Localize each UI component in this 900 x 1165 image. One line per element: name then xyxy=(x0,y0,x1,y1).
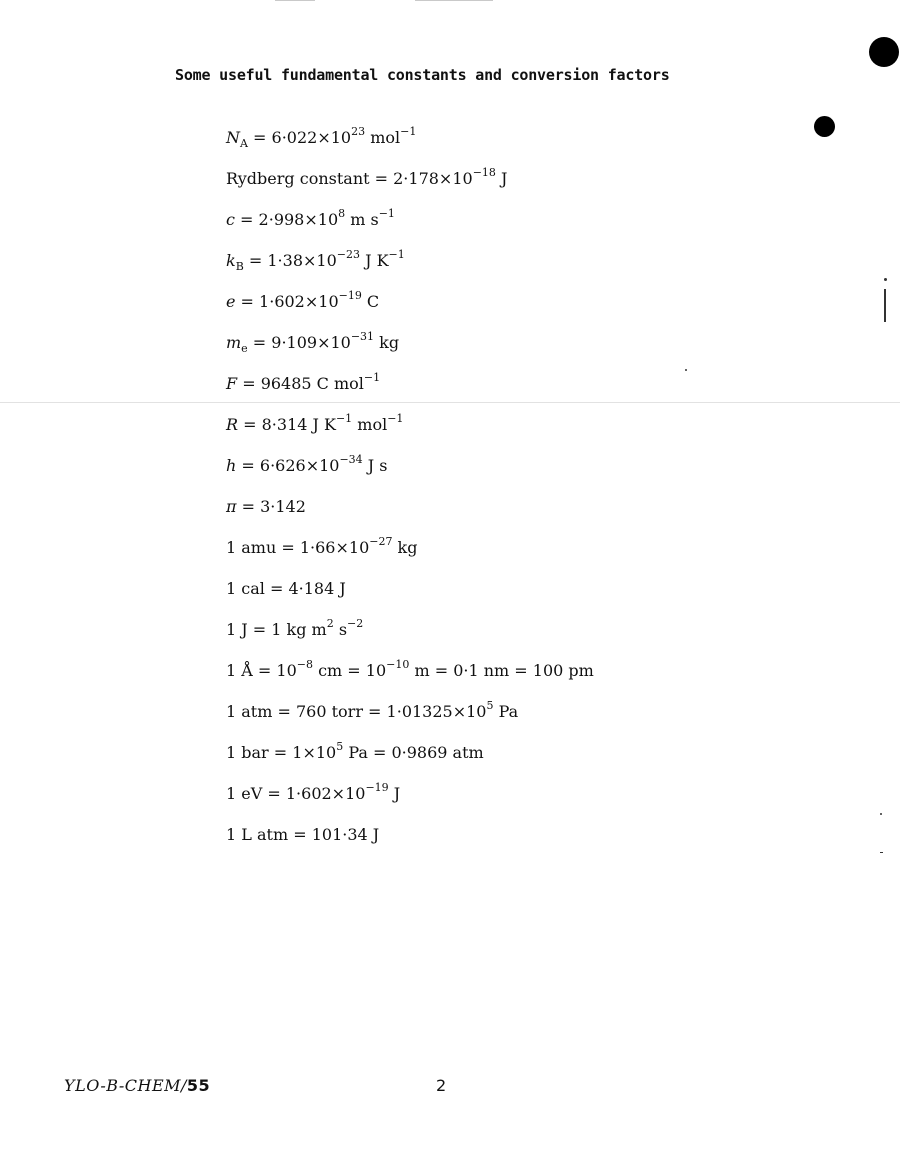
constant-unit-exponent: −2 xyxy=(347,617,364,630)
scan-speck xyxy=(884,278,887,281)
scan-edge-mark xyxy=(275,0,315,1)
constant-unit: Pa xyxy=(493,702,519,721)
constant-unit: J xyxy=(495,169,508,188)
constant-exponent: 5 xyxy=(336,740,344,753)
constant-value: = 1·38×10 xyxy=(243,251,337,270)
constant-value: = 9·109×10 xyxy=(247,333,351,352)
paper-code-text: YLO-B-CHEM/ xyxy=(64,1076,187,1095)
scan-speck xyxy=(880,813,882,815)
constants-list xyxy=(226,124,706,862)
scan-edge-mark xyxy=(415,0,493,1)
constant-value: = 10 xyxy=(252,661,297,680)
constant-exponent: −34 xyxy=(339,453,363,466)
constant-value: = 6·626×10 xyxy=(236,456,340,475)
constant-exponent: −18 xyxy=(472,166,496,179)
constant-line xyxy=(226,616,706,657)
constant-unit: kg xyxy=(392,538,418,557)
constant-value: = 3·142 xyxy=(236,497,306,516)
constant-unit: J K xyxy=(359,251,389,270)
constant-line xyxy=(226,206,706,247)
constant-exponent: 8 xyxy=(338,207,346,220)
constant-line xyxy=(226,821,706,862)
constant-value: = 6·022×10 xyxy=(247,128,352,147)
constant-line xyxy=(226,739,706,780)
paper-code-number: 55 xyxy=(186,1076,211,1095)
constant-symbol: π xyxy=(226,497,237,516)
constant-value: = 760 torr = 1·01325×10 xyxy=(272,702,487,721)
constant-line xyxy=(226,411,706,452)
constant-value: = 2·178×10 xyxy=(369,169,473,188)
constant-label: 1 atm xyxy=(226,702,273,721)
constant-exponent: 23 xyxy=(351,125,366,138)
constant-line xyxy=(226,370,706,411)
constant-exponent: −27 xyxy=(369,535,393,548)
constant-unit: Pa = 0·9869 atm xyxy=(343,743,484,762)
constant-value: = 1·602×10 xyxy=(235,292,339,311)
constant-label: 1 eV xyxy=(226,784,263,803)
constant-symbol: F xyxy=(226,374,238,393)
constant-line xyxy=(226,698,706,739)
constant-value: = 101·34 J xyxy=(288,825,380,844)
constant-exponent: −1 xyxy=(335,412,353,425)
constant-value: = 2·998×10 xyxy=(234,210,339,229)
constant-line xyxy=(226,493,706,534)
constant-unit: kg xyxy=(374,333,400,352)
constant-unit-exponent: −10 xyxy=(386,658,410,671)
constant-unit-exponent: −1 xyxy=(387,412,404,425)
constant-symbol: c xyxy=(226,210,235,229)
constant-unit: C xyxy=(361,292,380,311)
constant-exponent: −31 xyxy=(350,330,375,343)
constant-line xyxy=(226,452,706,493)
constant-unit: J s xyxy=(362,456,388,475)
constant-exponent: −8 xyxy=(296,658,313,671)
punch-hole xyxy=(869,37,899,67)
constant-label: 1 Å xyxy=(226,661,253,680)
constant-unit-exponent: −1 xyxy=(388,248,405,261)
paper-code xyxy=(64,1076,210,1095)
constant-unit: m s xyxy=(345,210,379,229)
constant-line xyxy=(226,124,706,165)
constant-label: 1 bar xyxy=(226,743,269,762)
constant-value: = 1·66×10 xyxy=(276,538,370,557)
constant-value: = 1·602×10 xyxy=(262,784,366,803)
constant-line xyxy=(226,575,706,616)
constant-subscript: A xyxy=(240,137,248,150)
constant-value: = 1 kg m xyxy=(247,620,327,639)
constant-unit-exponent: −1 xyxy=(378,207,395,220)
scan-speck xyxy=(880,852,883,853)
constant-symbol: k xyxy=(226,251,236,270)
constant-value: = 1×10 xyxy=(268,743,337,762)
page-number: 2 xyxy=(436,1076,447,1095)
constant-label: Rydberg constant xyxy=(226,169,370,188)
constant-subscript: B xyxy=(235,260,244,273)
constant-value: = 96485 C mol xyxy=(237,374,364,393)
constant-subscript: e xyxy=(241,342,248,355)
constant-unit: J xyxy=(388,784,401,803)
constant-tail: m = 0·1 nm = 100 pm xyxy=(409,661,594,680)
constant-line xyxy=(226,534,706,575)
constant-exponent: −19 xyxy=(338,289,362,302)
constant-symbol: m xyxy=(226,333,242,352)
constant-exponent: 5 xyxy=(486,699,494,712)
constant-value: = 8·314 J K xyxy=(238,415,336,434)
constant-symbol: N xyxy=(226,128,240,147)
constant-line xyxy=(226,657,706,698)
constant-label: 1 amu xyxy=(226,538,277,557)
constant-line xyxy=(226,165,706,206)
constant-symbol: e xyxy=(226,292,236,311)
constant-line xyxy=(226,247,706,288)
constant-unit-exponent: −1 xyxy=(400,125,417,138)
constant-exponent: −23 xyxy=(336,248,360,261)
constant-line xyxy=(226,288,706,329)
constant-unit: mol xyxy=(352,415,388,434)
constant-line xyxy=(226,329,706,370)
constant-value: = 4·184 J xyxy=(264,579,346,598)
constant-unit: mol xyxy=(365,128,401,147)
constant-exponent: −1 xyxy=(363,371,381,384)
constant-label: 1 cal xyxy=(226,579,265,598)
punch-hole xyxy=(814,116,835,137)
constant-exponent: 2 xyxy=(326,617,334,630)
constant-unit: s xyxy=(333,620,348,639)
constant-symbol: R xyxy=(226,415,239,434)
constant-exponent: −19 xyxy=(365,781,389,794)
scan-speck xyxy=(884,289,886,322)
constant-unit: cm = 10 xyxy=(312,661,387,680)
constant-line xyxy=(226,780,706,821)
constant-label: 1 J xyxy=(226,620,248,639)
page-heading: Some useful fundamental constants and conversion factors xyxy=(175,66,670,84)
constant-label: 1 L atm xyxy=(226,825,289,844)
constant-symbol: h xyxy=(226,456,237,475)
